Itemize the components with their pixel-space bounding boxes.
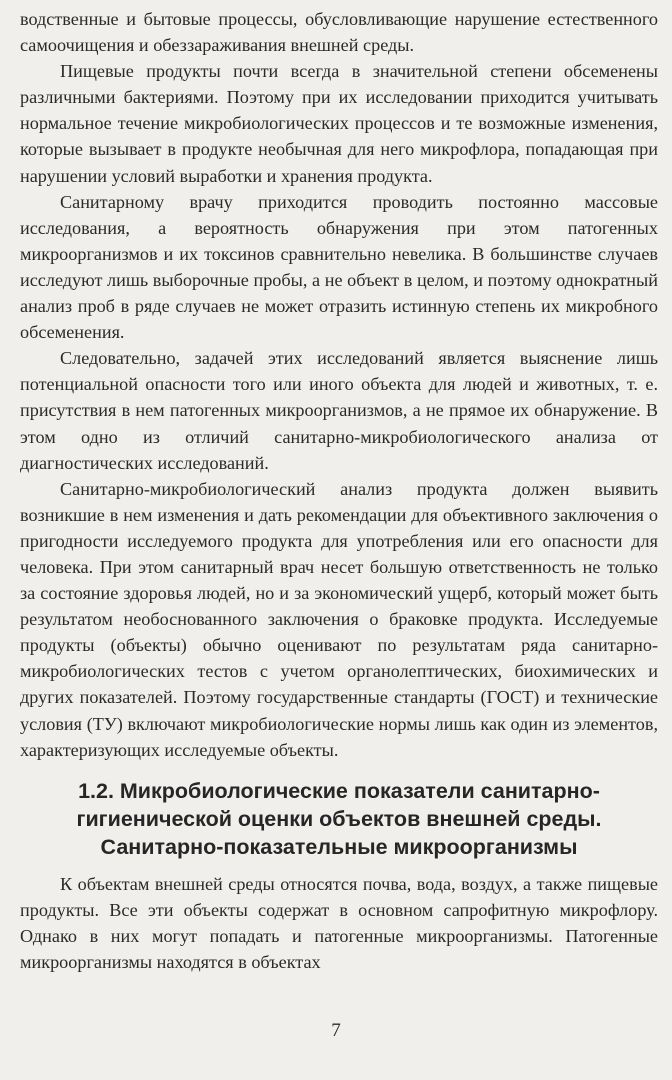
paragraph: К объектам внешней среды относятся почва, вода, воздух, а также пищевые продукты. Все эти объекты содержат в основном сапрофитную микрофлору. Однако в них могут попадать и патогенные микроорганизмы. Патогенные микроорганизмы находятся в объектах	[20, 873, 658, 972]
section-heading-line: гигиенической оценки объектов внешней среды.	[76, 806, 602, 831]
paragraph: Санитарному врачу приходится проводить постоянно массовые исследования, а вероятность обнаружения при этом патогенных микроорганизмов и их токсинов сравнительно невелика. В большинстве случаев исследуют лишь выборочные пробы, а не объект в целом, и поэтому однократный анализ проб в ряде случаев не может отразить истинную степень их микробного обсеменения.	[20, 191, 658, 343]
page-number: 7	[331, 1020, 341, 1041]
paragraph: Пищевые продукты почти всегда в значительной степени обсеменены различными бактериями. Поэтому при их исследовании приходится учитывать нормальное течение микробиологических процессов и те возможные изменения, которые вызывает в продукте необычная для него микрофлора, попадающая при нарушении условий выработки и хранения продукта.	[20, 61, 658, 186]
paragraph: Санитарно-микробиологический анализ продукта должен выявить возникшие в нем изменения и дать рекомендации для объективного заключения о пригодности исследуемого продукта для употребления или его опасности для человека. При этом санитарный врач несет большую ответственность не только за состояние здоровья людей, но и за экономический ущерб, который может быть результатом необоснованного заключения о браковке продукта. Исследуемые продукты (объекты) обычно оценивают по результатам ряда санитарно-микробиологических тестов с учетом органолептических, биохимических и других показателей. Поэтому государственные стандарты (ГОСТ) и технические условия (ТУ) включают микробиологические нормы лишь как один из элементов, характеризующих исследуемые объекты.	[20, 478, 658, 760]
paragraph: водственные и бытовые процессы, обусловливающие нарушение естественного самоочищения и обеззараживания внешней среды.	[20, 9, 658, 56]
section-heading-line: Санитарно-показательные микроорганизмы	[100, 834, 578, 859]
paragraph: Следовательно, задачей этих исследований является выяснение лишь потенциальной опасности того или иного объекта для людей и животных, т. е. присутствия в нем патогенных микроорганизмов, а не прямое их обнаружение. В этом одно из отличий санитарно-микробиологического анализа от диагностических исследований.	[20, 348, 658, 473]
section-heading-line: 1.2. Микробиологические показатели санитарно-	[78, 778, 600, 803]
body-text-continued	[20, 871, 658, 975]
section-heading	[20, 777, 658, 861]
body-text	[20, 6, 658, 763]
